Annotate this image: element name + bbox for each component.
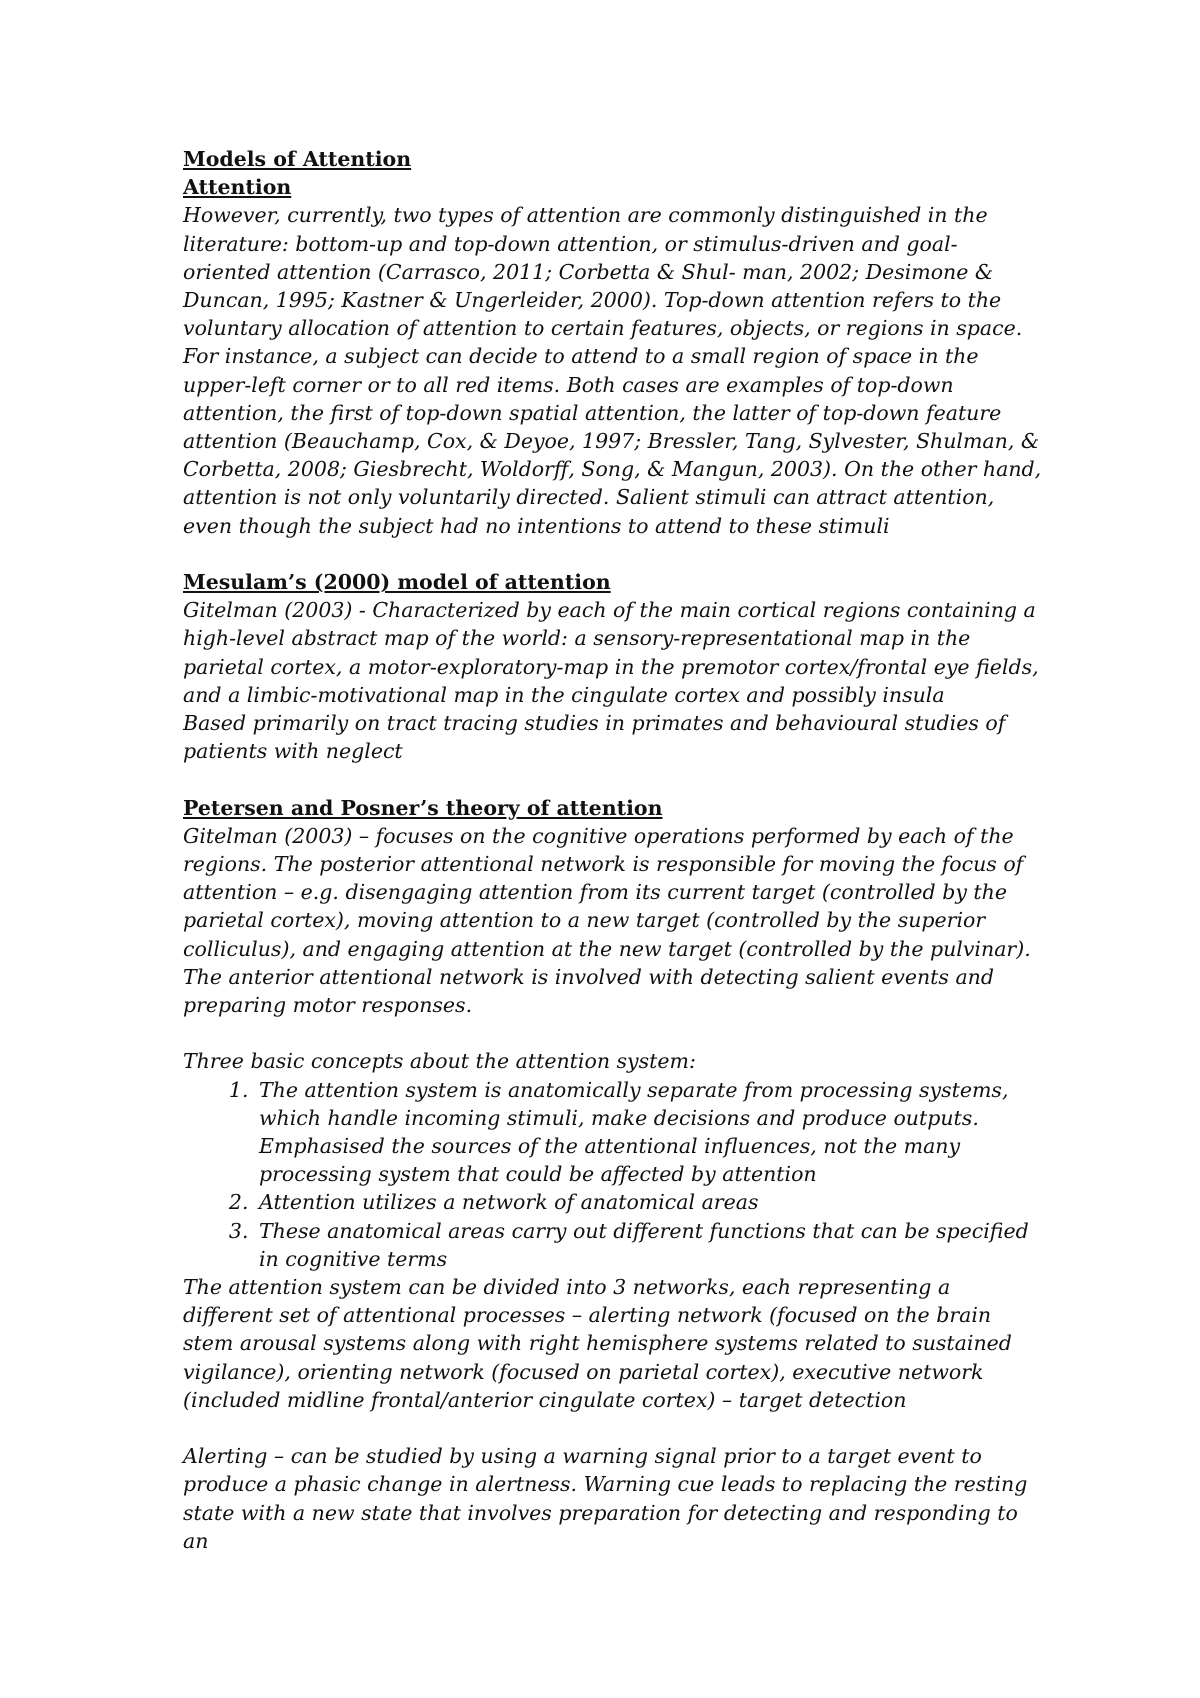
- petersen-posner-paragraph: Gitelman (2003) – focuses on the cognitive operations performed by each of the regions. The posterior attentional network is responsible for moving the focus of attention – e.g. disengaging attention from its current target (controlled by the parietal cortex), moving attention to a new target (controlled by the superior colliculus), and engaging attention at the new target (controlled by the pulvinar). The anterior attentional network is involved with detecting salient events and preparing motor responses.: [183, 823, 1031, 1018]
- section-heading-attention: Attention: [183, 175, 292, 200]
- paragraph-spacer: [183, 1414, 1043, 1442]
- mesulam-note: Based primarily on tract tracing studies in primates and behavioural studies of patients with neglect: [183, 711, 1006, 764]
- paragraph-spacer: [183, 1019, 1043, 1047]
- list-item: 2. Attention utilizes a network of anatomical areas: [255, 1188, 1043, 1216]
- document-title: Models of Attention: [183, 147, 412, 171]
- concepts-list: [183, 1076, 1043, 1273]
- section-heading-petersen-posner: Petersen and Posner’s theory of attention: [183, 795, 663, 820]
- networks-paragraph: The attention system can be divided into 3 networks, each representing a different set of attentional processes – alerting network (focused on the brain stem arousal systems along with right hemisphere systems related to sustained vigilance), orienting network (focused on parietal cortex), executive network (included midline frontal/anterior cingulate cortex) – target detection: [183, 1275, 1012, 1412]
- list-item: 3. These anatomical areas carry out different functions that can be specified in cognitive terms: [255, 1217, 1043, 1273]
- attention-paragraph: However, currently, two types of attention are commonly distinguished in the literature: bottom-up and top-down attention, or stimulus-driven and goal-oriented attention (Carrasco, 2011; Corbetta & Shul- man, 2002; Desimone & Duncan, 1995; Kastner & Ungerleider, 2000). Top-down attention refers to the voluntary allocation of attention to certain features, objects, or regions in space. For instance, a subject can decide to attend to a small region of space in the upper-left corner or to all red items. Both cases are examples of top-down attention, the first of top-down spatial attention, the latter of top-down feature attention (Beauchamp, Cox, & Deyoe, 1997; Bressler, Tang, Sylvester, Shulman, & Corbetta, 2008; Giesbrecht, Woldorff, Song, & Mangun, 2003). On the other hand, attention is not only voluntarily directed. Salient stimuli can attract attention, even though the subject had no intentions to attend to these stimuli: [183, 203, 1042, 538]
- paragraph-spacer: [183, 765, 1043, 793]
- section-heading-mesulam: Mesulam’s (2000) model of attention: [183, 570, 611, 595]
- list-item: 1. The attention system is anatomically separate from processing systems, which handle incoming stimuli, make decisions and produce outputs. Emphasised the sources of the attentional influences, not the many processing system that could be affected by attention: [255, 1076, 1043, 1189]
- document-body: [183, 145, 1043, 1555]
- mesulam-paragraph: Gitelman (2003) - Characterized by each of the main cortical regions containing a high-level abstract map of the world: a sensory-representational map in the parietal cortex, a motor-exploratory-map in the premotor cortex/frontal eye fields, and a limbic-motivational map in the cingulate cortex and possibly insula: [183, 598, 1039, 707]
- paragraph-spacer: [183, 540, 1043, 568]
- alerting-paragraph: Alerting – can be studied by using a warning signal prior to a target event to produce a phasic change in alertness. Warning cue leads to replacing the resting state with a new state that involves preparation for detecting and responding to an: [183, 1444, 1028, 1553]
- concepts-intro: Three basic concepts about the attention system:: [183, 1049, 696, 1074]
